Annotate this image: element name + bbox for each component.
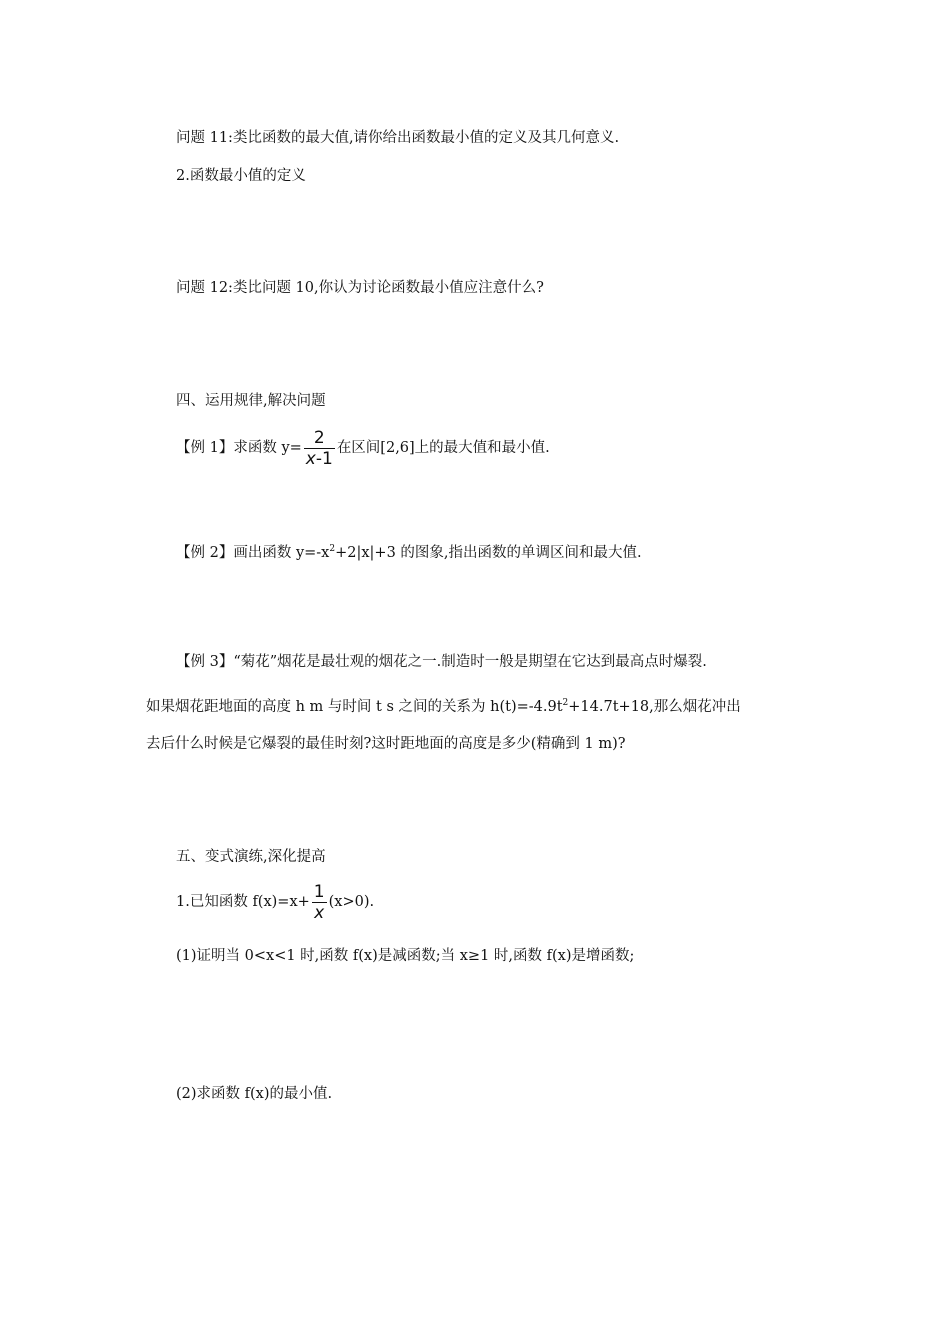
example-3-line-2-suffix: +14.7t+18,那么烟花冲出	[568, 699, 741, 715]
fraction-denominator	[304, 449, 335, 469]
example-2-exponent: 2	[329, 544, 336, 554]
problem-1-fraction	[312, 882, 327, 923]
problem-1-prefix: 1.已知函数 f(x)=x+	[176, 894, 310, 910]
denominator-variable: x	[314, 902, 325, 923]
question-12: 问题 12:类比问题 10,你认为讨论函数最小值应注意什么?	[176, 280, 544, 296]
definition-heading: 2.函数最小值的定义	[176, 168, 306, 184]
problem-1-part-1: (1)证明当 0<x<1 时,函数 f(x)是减函数;当 x≥1 时,函数 f(x)是增函数;	[176, 948, 635, 964]
fraction-numerator: 2	[304, 428, 335, 449]
question-11: 问题 11:类比函数的最大值,请你给出函数最小值的定义及其几何意义.	[176, 130, 620, 146]
example-3-line-2	[146, 693, 741, 717]
problem-1-part-2: (2)求函数 f(x)的最小值.	[176, 1086, 333, 1102]
example-3-line-3: 去后什么时候是它爆裂的最佳时刻?这时距地面的高度是多少(精确到 1 m)?	[146, 736, 626, 752]
example-1-prefix: 【例 1】求函数 y=	[176, 440, 302, 456]
example-3-exponent: 2	[562, 698, 569, 708]
example-3-line-2-prefix: 如果烟花距地面的高度 h m 与时间 t s 之间的关系为 h(t)=-4.9t	[146, 699, 563, 715]
section-5-heading: 五、变式演练,深化提高	[176, 849, 326, 865]
example-1-fraction	[304, 428, 335, 469]
example-2	[176, 539, 642, 563]
denominator-rest: -1	[315, 448, 333, 469]
example-1-suffix: 在区间[2,6]上的最大值和最小值.	[336, 440, 550, 456]
fraction-denominator	[312, 903, 327, 923]
example-2-suffix: +2|x|+3 的图象,指出函数的单调区间和最大值.	[335, 545, 642, 561]
problem-1-suffix: (x>0).	[328, 894, 375, 910]
problem-1	[176, 880, 374, 924]
denominator-variable: x	[305, 448, 316, 469]
fraction-numerator: 1	[313, 881, 325, 902]
example-3-line-1: 【例 3】“菊花”烟花是最壮观的烟花之一.制造时一般是期望在它达到最高点时爆裂.	[176, 654, 707, 670]
section-4-heading: 四、运用规律,解决问题	[176, 393, 326, 409]
example-1	[176, 426, 550, 470]
example-2-prefix: 【例 2】画出函数 y=-x	[176, 545, 330, 561]
